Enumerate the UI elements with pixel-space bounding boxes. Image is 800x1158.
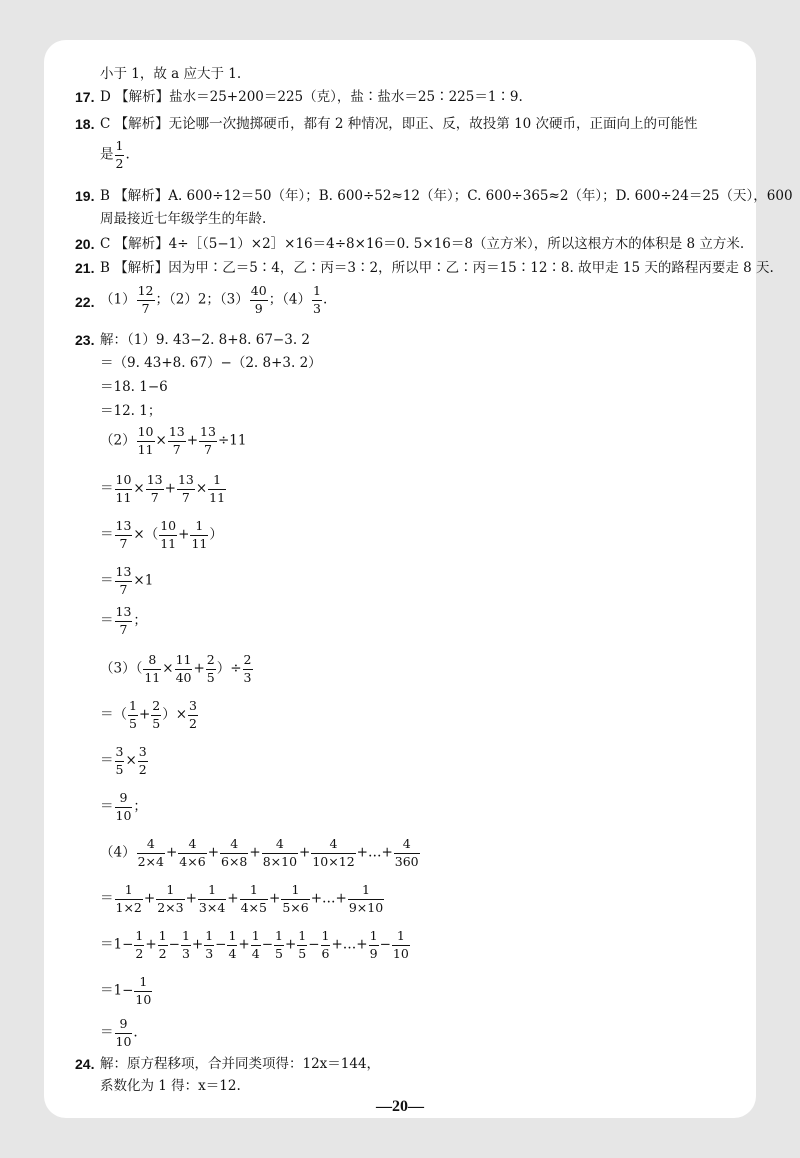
page-number: —20— (376, 1098, 424, 1115)
